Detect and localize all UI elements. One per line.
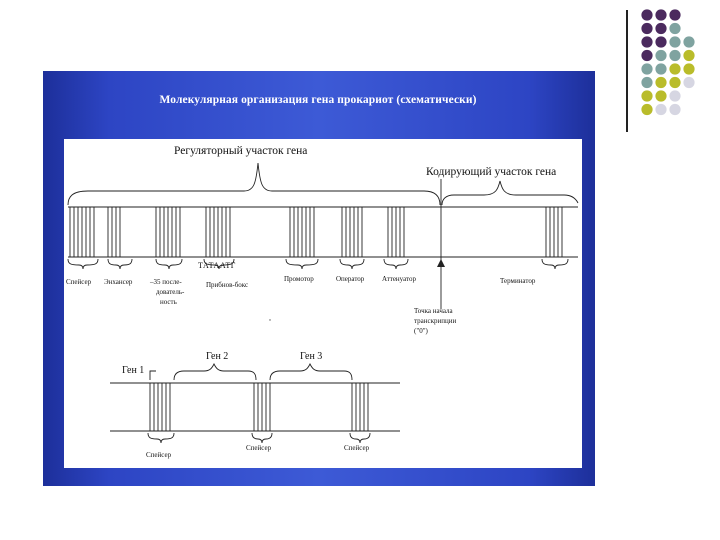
spacer3-label: Спейсер bbox=[344, 444, 370, 452]
decorative-dot bbox=[683, 36, 694, 47]
regulatory-region-label: Регуляторный участок гена bbox=[174, 145, 308, 157]
decorative-dot bbox=[669, 50, 680, 61]
decorative-dot bbox=[683, 63, 694, 74]
tataatg-label: ТАТААТГ bbox=[198, 261, 236, 270]
sequence-block bbox=[156, 207, 180, 257]
decorative-dot bbox=[655, 77, 666, 88]
minus35-label-line1: –35 после- bbox=[150, 278, 182, 286]
decorative-dot bbox=[655, 50, 666, 61]
decorative-dot bbox=[655, 36, 666, 47]
regulatory-region-brace bbox=[68, 163, 440, 205]
decorative-vertical-line bbox=[626, 10, 628, 132]
attenuator-label: Аттенуатор bbox=[382, 275, 416, 283]
decorative-dot bbox=[669, 90, 680, 101]
sequence-block bbox=[546, 207, 562, 257]
coding-region-label: Кодирующий участок гена bbox=[426, 166, 557, 178]
sequence-block bbox=[290, 207, 314, 257]
decorative-dot bbox=[655, 63, 666, 74]
decorative-dot bbox=[641, 90, 652, 101]
pribnow-box-label: Прибнов-бокс bbox=[206, 281, 249, 289]
tss-arrow-head bbox=[437, 259, 445, 267]
decorative-dot bbox=[669, 77, 680, 88]
decorative-dot bbox=[641, 63, 652, 74]
underbrace bbox=[384, 259, 408, 269]
tss-label-line2: транскрипции bbox=[414, 317, 457, 325]
decorative-dot bbox=[669, 104, 680, 115]
terminator-label: Терминатор bbox=[500, 277, 536, 285]
promoter-label: Промотор bbox=[284, 275, 314, 283]
top-labels bbox=[66, 145, 556, 335]
decorative-dot bbox=[655, 104, 666, 115]
underbrace bbox=[340, 259, 364, 269]
sequence-block bbox=[108, 207, 120, 257]
bottom-diagram bbox=[110, 364, 400, 443]
underbrace bbox=[68, 259, 98, 269]
sequence-block bbox=[150, 383, 170, 431]
underbrace bbox=[156, 259, 182, 269]
decorative-dot-grid bbox=[640, 8, 720, 118]
underbrace bbox=[108, 259, 132, 269]
decorative-dot bbox=[655, 9, 666, 20]
tss-label-line1: Точка начала bbox=[414, 307, 453, 315]
underbrace bbox=[252, 433, 272, 443]
sequence-block bbox=[206, 207, 230, 257]
underbraces-bottom bbox=[148, 433, 370, 443]
decorative-dot bbox=[655, 90, 666, 101]
decorative-dot bbox=[683, 77, 694, 88]
decorative-dot bbox=[683, 50, 694, 61]
underbrace bbox=[542, 259, 568, 269]
underbraces-top bbox=[68, 259, 568, 269]
decorative-dot bbox=[641, 23, 652, 34]
gene1-label: Ген 1 bbox=[122, 365, 145, 376]
spacer1-label: Спейсер bbox=[146, 451, 172, 459]
decorative-dot bbox=[669, 63, 680, 74]
decorative-dot bbox=[655, 23, 666, 34]
minus35-label-line3: ность bbox=[160, 298, 177, 306]
slide-title: Молекулярная организация гена прокариот (схематически) bbox=[159, 94, 477, 106]
spacer2-label: Спейсер bbox=[246, 444, 272, 452]
coding-region-brace bbox=[442, 181, 578, 205]
dot-mark bbox=[269, 319, 270, 320]
decorative-dot bbox=[669, 23, 680, 34]
underbrace bbox=[286, 259, 318, 269]
decorative-dot bbox=[641, 104, 652, 115]
gene2-label: Ген 2 bbox=[206, 351, 229, 362]
sequence-blocks-top bbox=[70, 207, 562, 257]
underbrace bbox=[148, 433, 174, 443]
diagram-panel bbox=[64, 139, 582, 468]
sequence-block bbox=[342, 207, 362, 257]
decorative-dot bbox=[641, 36, 652, 47]
sequence-blocks-bottom bbox=[150, 383, 368, 431]
gene2-brace bbox=[174, 364, 256, 380]
gene3-brace bbox=[270, 364, 352, 380]
tss-label-line3: ("0") bbox=[414, 327, 428, 335]
minus35-label-line2: дователь- bbox=[156, 288, 185, 296]
top-diagram bbox=[68, 163, 578, 309]
enhancer-label: Энхансер bbox=[104, 278, 133, 286]
operator-label: Оператор bbox=[336, 275, 365, 283]
decorative-dot bbox=[641, 9, 652, 20]
bottom-labels bbox=[122, 351, 370, 459]
sequence-block bbox=[352, 383, 368, 431]
spacer-label: Спейсер bbox=[66, 278, 92, 286]
decorative-dot bbox=[669, 36, 680, 47]
gene1-bracket bbox=[150, 371, 156, 380]
sequence-block bbox=[70, 207, 94, 257]
decorative-dot bbox=[669, 9, 680, 20]
sequence-block bbox=[388, 207, 404, 257]
decorative-dot bbox=[641, 50, 652, 61]
sequence-block bbox=[254, 383, 270, 431]
underbrace bbox=[350, 433, 370, 443]
gene3-label: Ген 3 bbox=[300, 351, 323, 362]
gene-diagram bbox=[64, 139, 582, 468]
decorative-dot bbox=[641, 77, 652, 88]
